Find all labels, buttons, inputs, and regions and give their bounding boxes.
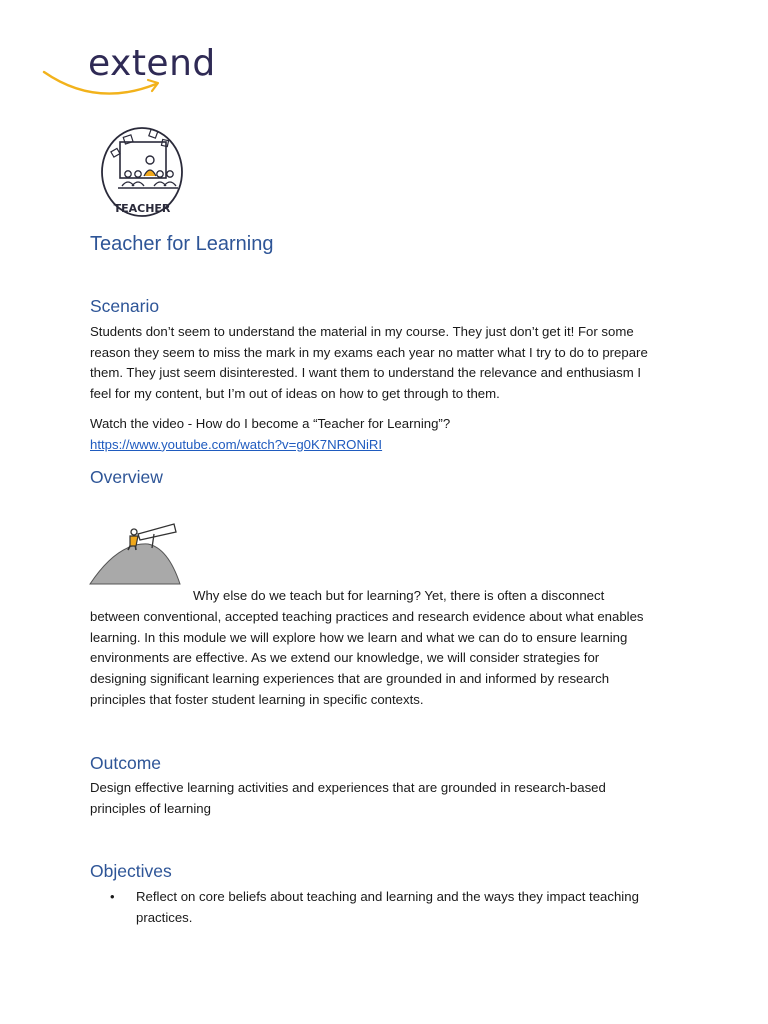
outcome-line: Design effective learning activities and experiences that are grounded in research-based bbox=[90, 780, 606, 795]
overview-paragraph bbox=[90, 607, 690, 711]
scenario-paragraph bbox=[90, 322, 690, 405]
overview-first-line: Why else do we teach but for learning? Yet, there is often a disconnect bbox=[193, 588, 605, 603]
overview-heading: Overview bbox=[90, 467, 163, 487]
overview-line: designing significant learning experiences that are grounded in and informed by research bbox=[90, 671, 610, 687]
objectives-list bbox=[108, 887, 688, 928]
scenario-line: feel for my content, but I’m out of ideas on how to get through to them. bbox=[90, 386, 500, 402]
video-prompt: Watch the video - How do I become a “Teacher for Learning”? bbox=[90, 416, 451, 431]
teacher-badge-icon bbox=[98, 124, 186, 220]
objective-line: practices. bbox=[136, 909, 193, 925]
teacher-badge-label: TEACHER bbox=[113, 202, 171, 215]
bullet-icon: • bbox=[110, 889, 115, 904]
telescope-hill-icon bbox=[88, 522, 192, 598]
objectives-heading: Objectives bbox=[90, 861, 172, 881]
overview-line: environments are effective. As we extend our knowledge, we will consider strategies for bbox=[90, 650, 600, 666]
logo-swoosh-icon bbox=[36, 64, 216, 104]
scenario-line: them. They just seem disinterested. I want them to understand the relevance and enthusiasm I bbox=[90, 365, 642, 381]
scenario-line: reason they seem to miss the mark in my exams each year no matter what I try to do to prepare bbox=[90, 344, 648, 360]
objective-line: Reflect on core beliefs about teaching and learning and the ways they impact teaching bbox=[136, 889, 639, 904]
logo-wordmark: extend bbox=[88, 43, 216, 84]
video-link[interactable]: https://www.youtube.com/watch?v=g0K7NRONiRI bbox=[90, 436, 383, 452]
scenario-heading: Scenario bbox=[90, 296, 160, 316]
outcome-paragraph bbox=[90, 778, 690, 819]
outcome-heading: Outcome bbox=[90, 753, 161, 773]
scenario-line: Students don’t seem to understand the material in my course. They just don’t get it! For some bbox=[90, 324, 634, 339]
overview-line: principles that foster student learning in specific contexts. bbox=[90, 691, 424, 707]
list-item bbox=[108, 887, 688, 928]
video-paragraph bbox=[90, 414, 690, 455]
outcome-line: principles of learning bbox=[90, 800, 211, 816]
overview-line: learning. In this module we will explore how we learn and what we can do to ensure learning bbox=[90, 629, 628, 645]
overview-line: between conventional, accepted teaching practices and research evidence about what enables bbox=[90, 609, 644, 624]
page-title: Teacher for Learning bbox=[90, 233, 274, 255]
